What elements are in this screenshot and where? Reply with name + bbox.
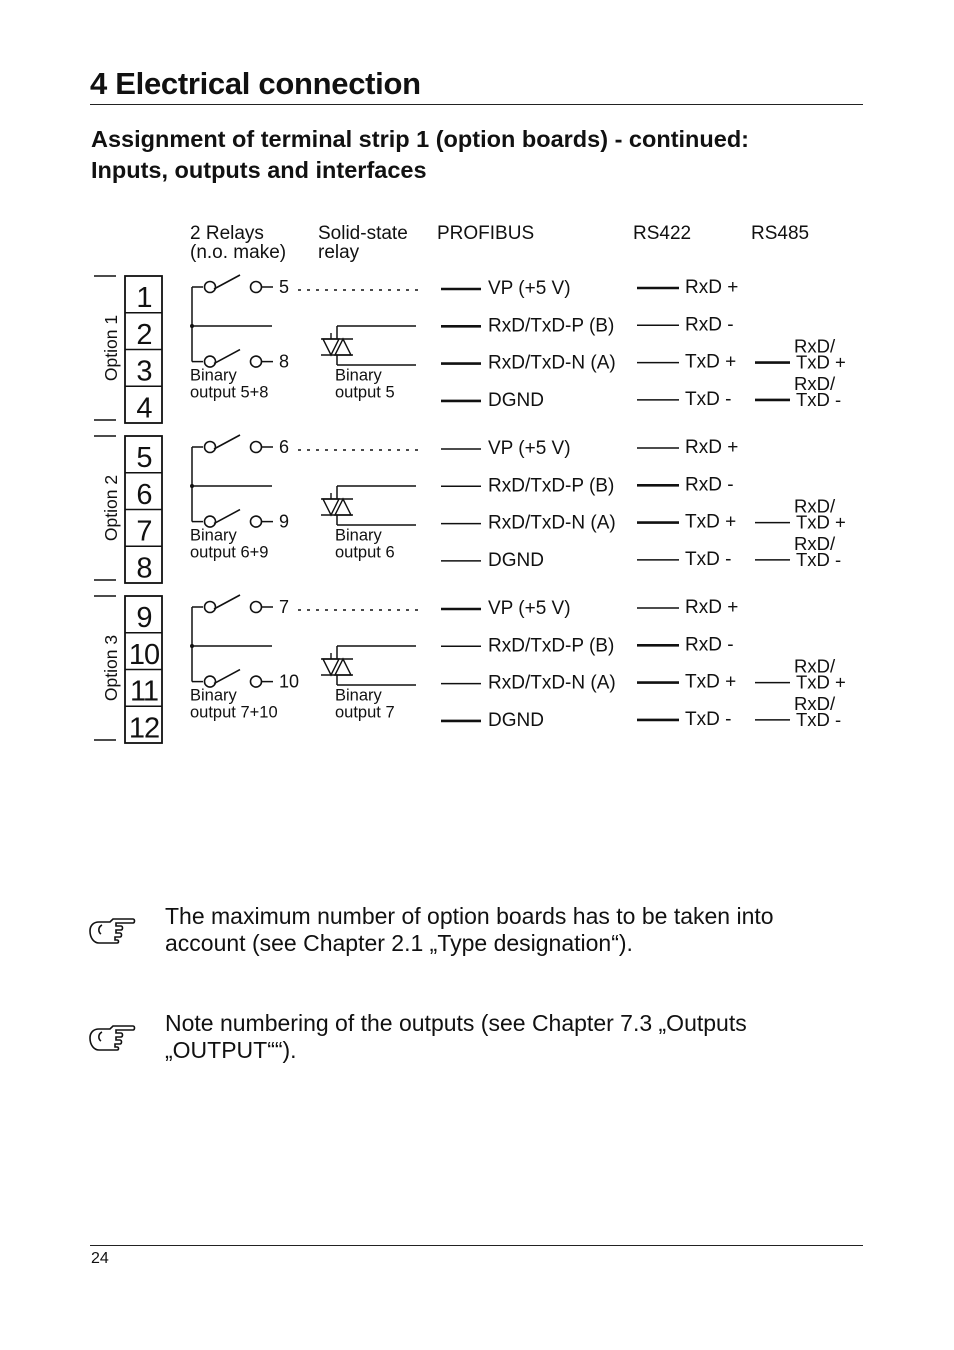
relay-output-number-bottom: 8 <box>279 351 290 372</box>
rs422-signal-label: TxD - <box>685 708 732 730</box>
relay-output-number-top: 6 <box>279 437 290 457</box>
note-output-numbering <box>165 1010 855 1064</box>
ssr-caption-line2: output 5 <box>335 383 395 402</box>
relay-switch-blade <box>214 510 240 524</box>
relay-contact-terminal <box>205 602 216 613</box>
rs485-signal-label-line2: TxD - <box>796 548 842 570</box>
rs422-signal-label: TxD + <box>685 511 737 533</box>
rs485-signal-label-line1: RxD/ <box>794 495 836 517</box>
option-block-3 <box>94 595 846 744</box>
profibus-signal-label: VP (+5 V) <box>488 438 571 459</box>
relay-contact-terminal <box>205 676 216 687</box>
note-line: „OUTPUT““). <box>165 1037 297 1063</box>
rs485-signal-label-line1: RxD/ <box>794 335 836 357</box>
rs422-signal-label: RxD - <box>685 474 734 496</box>
terminal-number: 7 <box>136 515 152 548</box>
terminal-number: 3 <box>136 355 152 388</box>
terminal-number: 12 <box>128 712 160 745</box>
relay-output-number-top: 5 <box>279 277 290 297</box>
terminal-number: 9 <box>136 602 152 634</box>
rs485-signal-label-line2: TxD + <box>796 511 846 533</box>
terminal-number: 11 <box>129 675 159 708</box>
junction-dot <box>190 324 194 328</box>
terminal-number: 1 <box>136 282 152 314</box>
rs422-signal-label: TxD - <box>685 388 732 410</box>
rs485-signal-label-line2: TxD + <box>796 351 846 373</box>
relay-contact-terminal <box>205 282 216 293</box>
profibus-signal-label: DGND <box>488 549 544 571</box>
relay-contact-terminal <box>251 282 262 293</box>
relay-contact-terminal <box>251 442 262 453</box>
rs485-signal-label-line2: TxD + <box>796 671 846 693</box>
note-line: The maximum number of option boards has to be taken into <box>165 903 774 929</box>
profibus-signal-label: RxD/TxD-P (B) <box>488 315 615 337</box>
option-label: Option 1 <box>101 314 121 382</box>
profibus-signal-label: RxD/TxD-N (A) <box>488 352 616 374</box>
relay-caption-line2: output 5+8 <box>190 383 269 402</box>
ssr-caption-line1: Binary <box>335 526 382 545</box>
profibus-signal-label: VP (+5 V) <box>488 598 571 619</box>
profibus-signal-label: VP (+5 V) <box>488 278 571 299</box>
junction-dot <box>190 644 194 648</box>
footer-rule <box>90 1245 863 1246</box>
relay-caption-line1: Binary <box>190 526 237 545</box>
rs422-signal-label: TxD + <box>685 671 737 693</box>
option-blocks <box>94 275 846 744</box>
page-number: 24 <box>91 1250 109 1267</box>
terminal-number: 5 <box>136 442 152 474</box>
profibus-signal-label: RxD/TxD-P (B) <box>488 635 615 657</box>
ssr-caption-line2: output 6 <box>335 543 395 562</box>
option-label: Option 3 <box>101 634 121 702</box>
relay-output-number-bottom: 9 <box>279 511 290 532</box>
profibus-signal-label: RxD/TxD-N (A) <box>488 512 616 534</box>
subtitle-line: Assignment of terminal strip 1 (option boards) - continued: <box>91 126 750 152</box>
note-line: account (see Chapter 2.1 „Type designation“). <box>165 930 633 956</box>
relay-contact-terminal <box>205 442 216 453</box>
terminal-number: 10 <box>128 638 160 671</box>
option-block-2 <box>94 435 846 584</box>
note-line: Note numbering of the outputs (see Chapter 7.3 „Outputs <box>165 1010 747 1036</box>
ssr-caption-line1: Binary <box>335 366 382 385</box>
relay-output-number-bottom: 10 <box>279 671 300 692</box>
profibus-signal-label: RxD/TxD-N (A) <box>488 672 616 694</box>
relay-caption-line2: output 6+9 <box>190 543 269 562</box>
option-label: Option 2 <box>101 474 121 542</box>
ssr-caption-line1: Binary <box>335 686 382 705</box>
note-option-boards <box>165 903 855 957</box>
option-block-1 <box>94 275 846 424</box>
rs422-signal-label: RxD + <box>685 597 739 618</box>
relay-caption-line2: output 7+10 <box>190 703 278 722</box>
rs485-signal-label-line2: TxD - <box>796 708 842 730</box>
rs422-signal-label: RxD - <box>685 314 734 336</box>
profibus-signal-label: DGND <box>488 709 544 731</box>
profibus-signal-label: RxD/TxD-P (B) <box>488 475 615 497</box>
rs485-signal-label-line1: RxD/ <box>794 655 836 677</box>
junction-dot <box>190 484 194 488</box>
terminal-number: 2 <box>136 318 152 351</box>
header-relays-line1: 2 Relays <box>190 223 264 244</box>
relay-caption-line1: Binary <box>190 686 237 705</box>
header-profibus: PROFIBUS <box>437 223 535 244</box>
relay-switch-blade <box>214 350 240 364</box>
relay-switch-blade <box>214 275 240 289</box>
profibus-signal-label: DGND <box>488 389 544 411</box>
header-rs485: RS485 <box>751 223 810 244</box>
rs422-signal-label: RxD + <box>685 437 739 458</box>
relay-contact-terminal <box>251 356 262 367</box>
rs422-signal-label: RxD + <box>685 277 739 298</box>
rs422-signal-label: TxD + <box>685 351 737 373</box>
rs485-signal-label-line2: TxD - <box>796 388 842 410</box>
relay-contact-terminal <box>251 676 262 687</box>
relay-contact-terminal <box>205 516 216 527</box>
relay-contact-terminal <box>205 356 216 367</box>
relay-switch-blade <box>214 670 240 684</box>
header-ssr-line2: relay <box>318 242 360 263</box>
pointing-hand-icon <box>88 918 136 944</box>
header-ssr-line1: Solid-state <box>318 223 408 244</box>
rs422-signal-label: TxD - <box>685 548 732 570</box>
page-title: 4 Electrical connection <box>90 66 421 101</box>
rs485-signal-label-line1: RxD/ <box>794 372 836 394</box>
relay-switch-blade <box>214 435 240 449</box>
relay-contact-terminal <box>251 602 262 613</box>
relay-caption-line1: Binary <box>190 366 237 385</box>
rs422-signal-label: RxD - <box>685 634 734 656</box>
subtitle-line: Inputs, outputs and interfaces <box>91 157 427 183</box>
relay-contact-terminal <box>251 516 262 527</box>
header-rs422: RS422 <box>633 223 692 244</box>
relay-switch-blade <box>214 595 240 609</box>
column-headers <box>190 223 809 263</box>
ssr-caption-line2: output 7 <box>335 703 395 722</box>
terminal-number: 6 <box>136 478 152 511</box>
pointing-hand-icon <box>88 1025 136 1051</box>
terminal-number: 4 <box>136 392 152 425</box>
relay-output-number-top: 7 <box>279 597 290 617</box>
rs485-signal-label-line1: RxD/ <box>794 532 836 554</box>
terminal-number: 8 <box>136 552 152 585</box>
header-relays-line2: (n.o. make) <box>190 242 287 263</box>
rs485-signal-label-line1: RxD/ <box>794 692 836 714</box>
